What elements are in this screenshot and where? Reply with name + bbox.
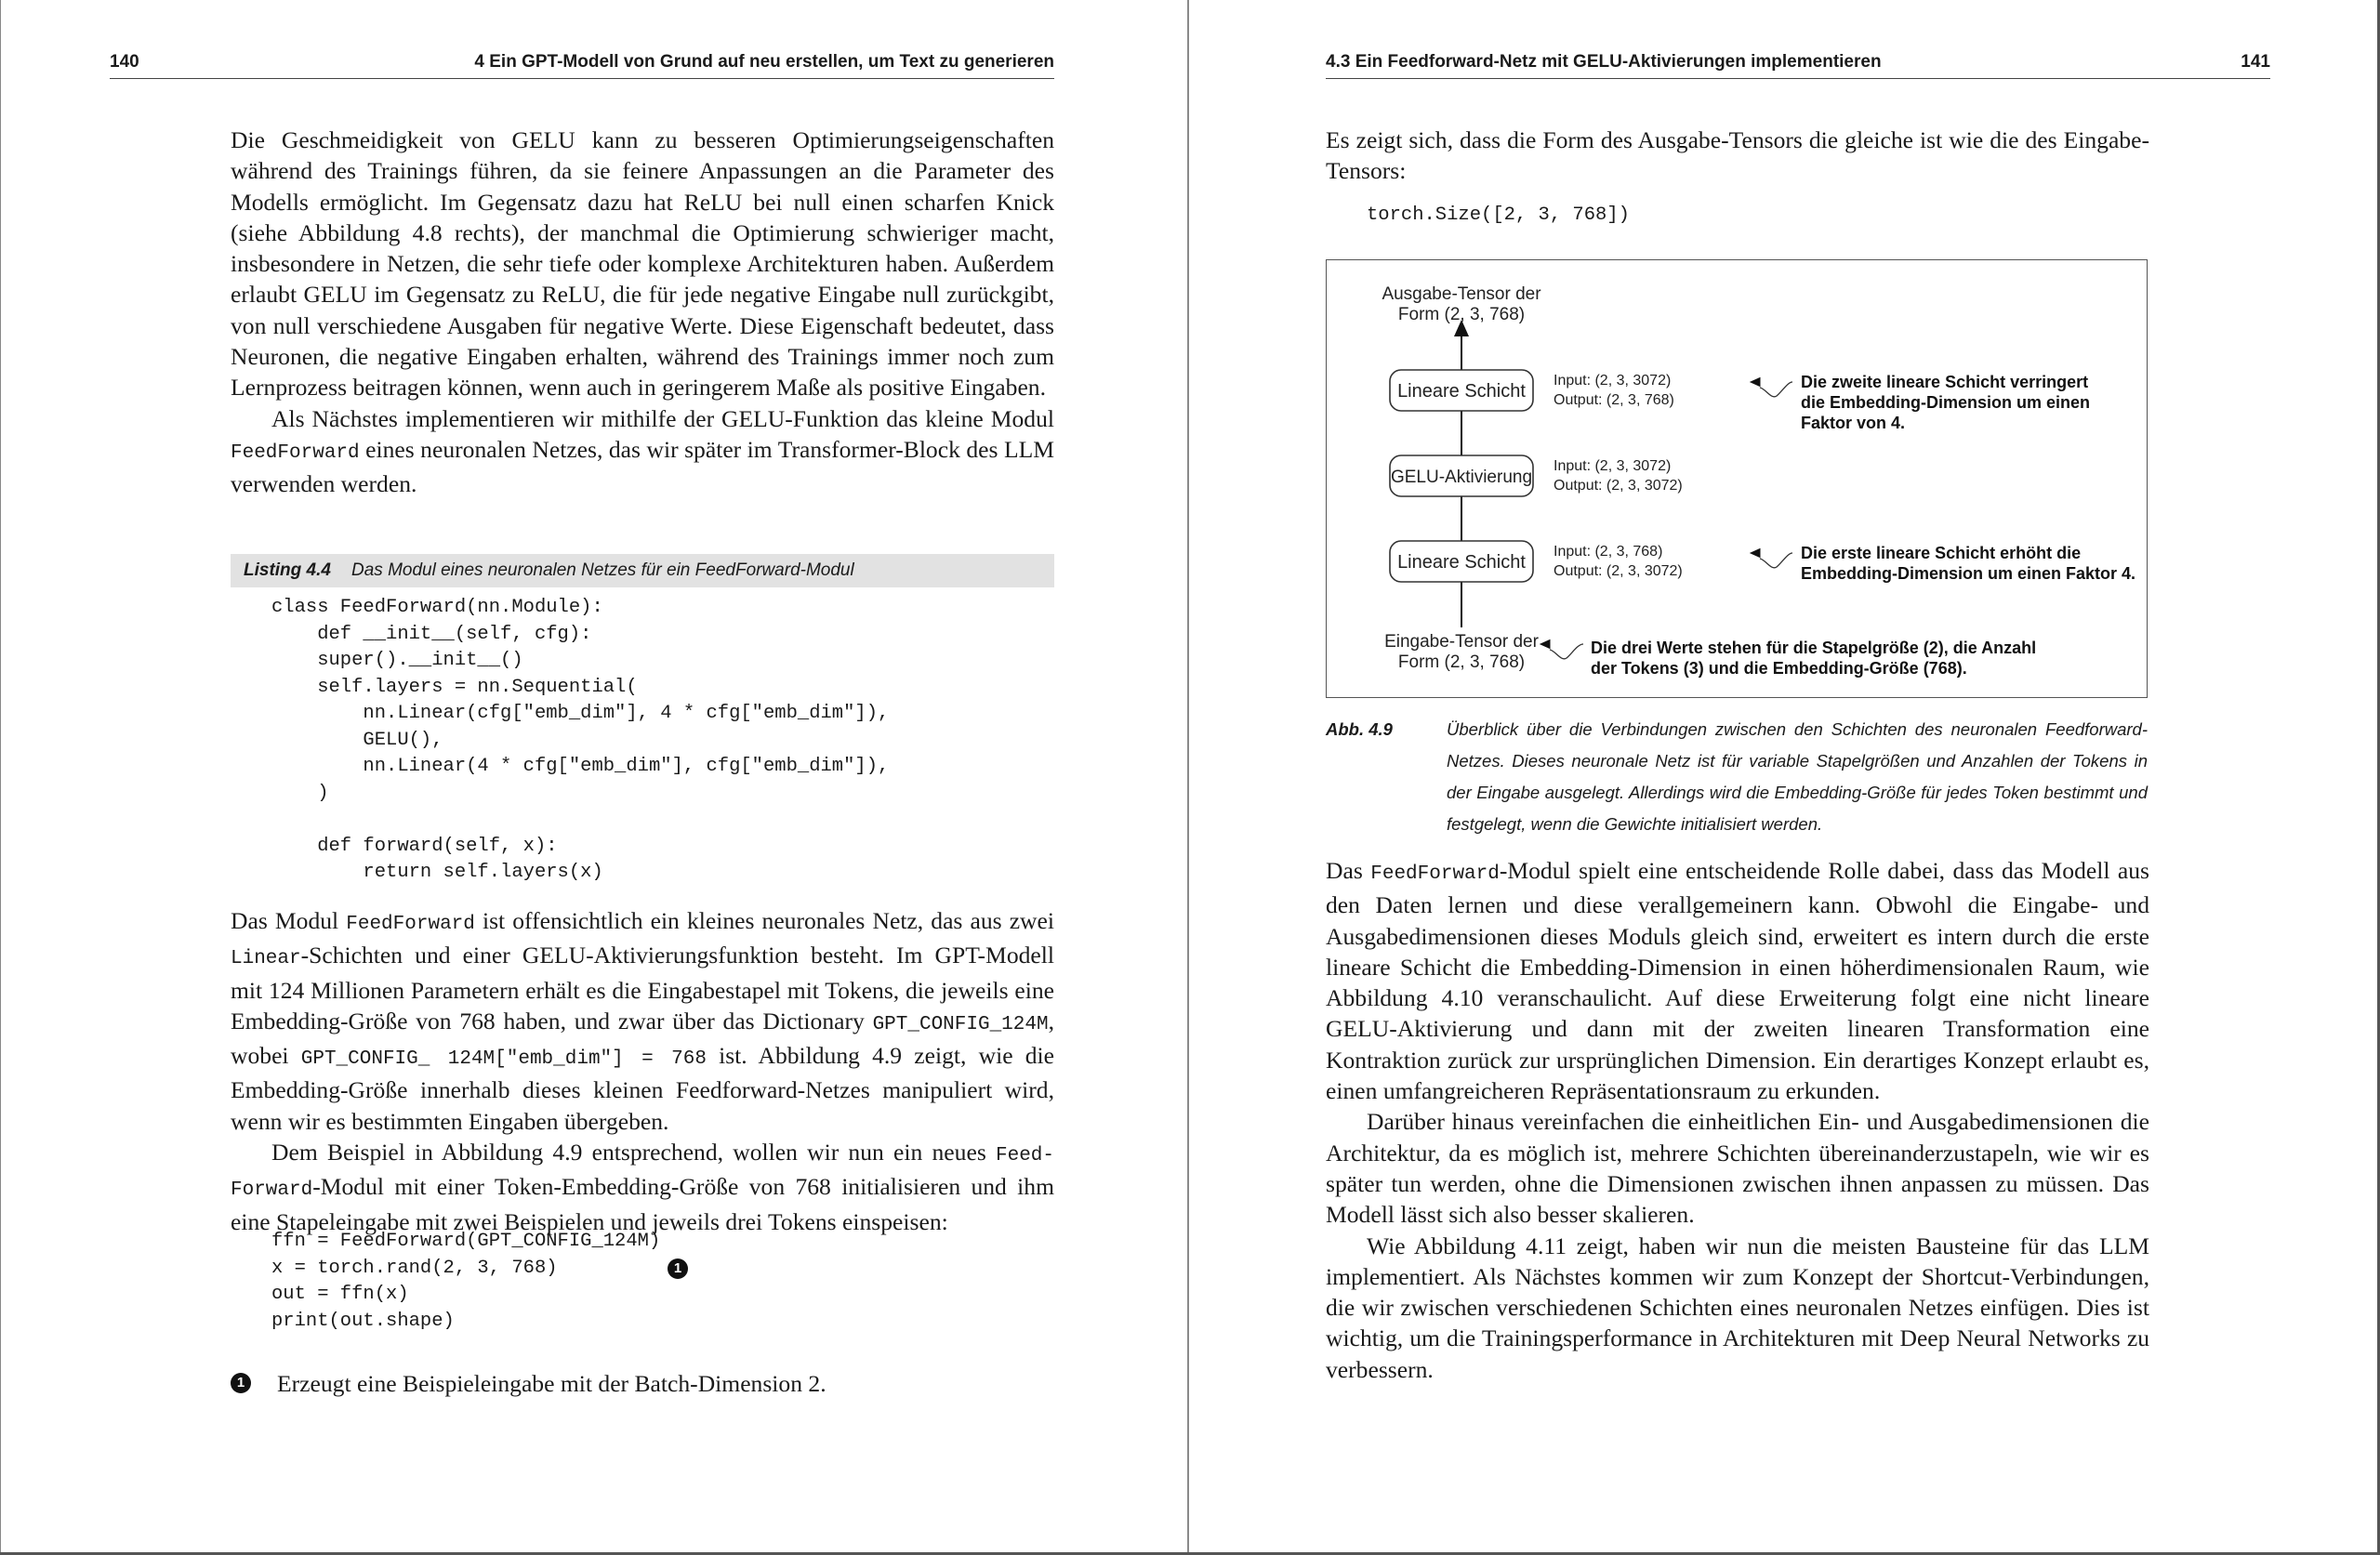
footnote-text: Erzeugt eine Beispieleingabe mit der Batch-Dimension 2. [277, 1370, 826, 1397]
running-head-left [110, 50, 1054, 79]
footnote-marker: 1 [231, 1373, 251, 1393]
page-gutter [1187, 0, 1189, 1555]
text-run: ist. Abbildung 4.9 zeigt, wie die Embedding-Größe innerhalb dieses kleinen Feedforward-Netzes manipuliert wird, wenn wir es bestimmten Eingaben übergeben. [231, 1042, 1054, 1135]
right-body-top [1326, 125, 2149, 187]
page-number-left: 140 [110, 52, 139, 72]
note-top-line: Faktor von 4. [1801, 414, 1906, 432]
left-body-top [231, 125, 1054, 500]
annotation-pointer [1550, 644, 1583, 659]
note-mid-line: Embedding-Dimension um einen Faktor 4. [1801, 564, 2136, 583]
annotation-pointer [1760, 553, 1792, 568]
text-run: Das Modul [231, 907, 347, 934]
figure-caption-text: Überblick über die Verbindungen zwischen den Schichten des neuronalen Feedforward-Netzes. Dieses neuronale Netz ist für variable Stapelgrößen und Anzahlen der Tokens in der Eingabe ausgelegt. Allerdings wird die Embedding-Größe für jedes Token bestimmt und festgelegt, wenn die Gewichte initialisiert werden. [1447, 719, 2148, 834]
text-run: , wobei [231, 1007, 1054, 1070]
output-tensor-label: Ausgabe-Tensor der [1382, 284, 1541, 304]
code-line: out = ffn(x) [271, 1284, 409, 1305]
note-bottom-line: Die drei Werte stehen für die Stapelgröße (2), die Anzahl [1591, 639, 2037, 657]
paragraph: Darüber hinaus vereinfachen die einheitlichen Ein- und Ausgabedimensionen die Architektur, da es möglich ist, mehrere Schichten übereinanderzustapeln, wie wir es später tun werden, ohne die Dimensionen zwischen ihnen anpassen zu müssen. Das Modell lässt sich also besser skalieren. [1326, 1108, 2149, 1229]
inline-code: Feed-Forward [231, 1145, 1054, 1202]
right-body-bottom [1326, 855, 2149, 1385]
running-head-title-right: 4.3 Ein Feedforward-Netz mit GELU-Aktivierungen implementieren [1326, 52, 1882, 72]
page-number-right: 141 [2241, 52, 2270, 72]
output-tensor-shape: Form (2, 3, 768) [1397, 305, 1526, 324]
text-run: -Modul spielt eine entscheidende Rolle dabei, dass das Modell aus den Daten lernen und diese verallgemeinern kann. Obwohl die Eingabe- und Ausgabedimensionen dieses Moduls gleich sind, erweitert es intern durch die erste lineare Schicht die Embedding-Dimension in einen höherdimensionalen Raum, wie Abbildung 4.10 veranschaulicht. Auf diese Erweiterung folgt eine nicht lineare GELU-Aktivierung und dann mit der zweiten linearen Transformation eine Kontraktion zurück zur ursprünglichen Dimension. Ein derartiges Konzept erlaubt es, einen umfangreicheren Repräsentationsraum zu erkunden. [1326, 857, 2150, 1105]
text-run: ist offensichtlich ein kleines neuronales Netz, das aus zwei [474, 907, 1055, 934]
figure-4-9 [1326, 259, 2148, 698]
inline-code: Linear [231, 948, 301, 970]
note-bottom-line: der Tokens (3) und die Embedding-Größe (768). [1591, 659, 1967, 678]
paragraph: Die Geschmeidigkeit von GELU kann zu besseren Optimierungseigenschaften während des Trainings führen, da sie feinere Anpassungen an die Parameter des Modells ermöglicht. Im Gegensatz dazu hat ReLU bei null einen scharfen Knick (siehe Abbildung 4.8 rechts), der manchmal die Optimierung schwieriger macht, insbesondere in Netzen, die sehr tiefe oder komplexe Architekturen haben. Außerdem erlaubt GELU im Gegensatz zu ReLU, die für jede negative Eingabe null zurückgibt, von null verschiedene Ausgaben für negative Werte. Diese Eigenschaft bedeutet, dass Neuronen, die negative Eingaben erhalten, während des Trainings immer noch zum Lernprozess beitragen können, wenn auch in geringerem Maße als positive Eingaben. [231, 126, 1054, 402]
listing-title: Das Modul eines neuronalen Netzes für ein FeedForward-Modul [351, 560, 854, 580]
linear-layer-bottom-label: Lineare Schicht [1397, 552, 1526, 573]
gelu-label: GELU-Aktivierung [1390, 468, 1533, 487]
text-run: Dem Beispiel in Abbildung 4.9 entsprechend, wollen wir nun ein neues [271, 1139, 996, 1166]
callout-marker: 1 [668, 1258, 688, 1279]
paragraph: Wie Abbildung 4.11 zeigt, haben wir nun die meisten Bausteine für das LLM implementiert. Als Nächstes kommen wir zum Konzept der Shortcut-Verbindungen, die wir zwischen verschiedenen Schichten eines neuronalen Netzes einfügen. Dies ist wichtig, um die Trainingsperformance in Architekturen mit Deep Neural Networks zu verbessern. [1326, 1232, 2149, 1383]
text-run: -Modul mit einer Token-Embedding-Größe von 768 initialisieren und ihm eine Stapeleingabe mit zwei Beispielen und jeweils drei Tokens einspeisen: [231, 1173, 1054, 1235]
input-tensor-shape: Form (2, 3, 768) [1397, 652, 1526, 672]
listing-code: class FeedForward(nn.Module): def __init__(self, cfg): super().__init__() self.layers = nn.Sequential( nn.Linear(cfg["emb_dim"], 4 * cfg["emb_dim"]), GELU(), nn.Linear(4 * cfg["emb_dim"], cfg["emb_dim"]), ) def forward(self, x): return self.layers(x) [271, 597, 890, 883]
io-input-mid: Input: (2, 3, 3072) [1554, 458, 1672, 474]
text-run: -Schichten und einer GELU-Aktivierungsfunktion besteht. Im GPT-Modell mit 124 Millionen Parametern erhält es die Eingabestapel mit Tokens, die jeweils eine Embedding-Größe von 768 haben, und zwar über das Dictionary [231, 942, 1054, 1034]
ffn-diagram [1327, 260, 2149, 699]
inline-code: GPT_CONFIG_ 124M["emb_dim"] = 768 [300, 1048, 707, 1071]
code-line: x = torch.rand(2, 3, 768) [271, 1257, 558, 1279]
annotation-pointer [1760, 382, 1792, 397]
io-output-bottom: Output: (2, 3, 3072) [1554, 563, 1683, 579]
inline-code: FeedForward [231, 441, 360, 464]
io-output-mid: Output: (2, 3, 3072) [1554, 478, 1683, 494]
io-input-bottom: Input: (2, 3, 768) [1554, 544, 1663, 560]
io-output-top: Output: (2, 3, 768) [1554, 392, 1674, 408]
paragraph [231, 905, 1054, 1137]
linear-layer-top-label: Lineare Schicht [1397, 381, 1526, 402]
paragraph: Als Nächstes implementieren wir mithilfe der GELU-Funktion das kleine Modul FeedForward eines neuronalen Netzes, das wir später im Transformer-Block des LLM verwenden werden. [231, 404, 1054, 498]
note-top-line: Die zweite lineare Schicht verringert [1801, 373, 2089, 391]
code-line: print(out.shape) [271, 1310, 455, 1332]
listing-header [231, 554, 1054, 587]
code-line: ffn = FeedForward(GPT_CONFIG_124M) [271, 1231, 661, 1252]
paragraph [231, 1137, 1054, 1237]
paragraph [1326, 855, 2149, 1106]
text-run: Das [1326, 857, 1371, 884]
note-top-line: die Embedding-Dimension um einen [1801, 393, 2091, 412]
running-head-right [1326, 50, 2270, 79]
inline-code: FeedForward [1370, 863, 1500, 885]
inline-code: GPT_CONFIG_124M [872, 1013, 1049, 1035]
running-head-title-left: 4 Ein GPT-Modell von Grund auf neu erstellen, um Text zu generieren [474, 52, 1054, 72]
input-tensor-label: Eingabe-Tensor der [1384, 632, 1539, 652]
paragraph: Es zeigt sich, dass die Form des Ausgabe-Tensors die gleiche ist wie die des Eingabe-Tensors: [1326, 126, 2149, 185]
example-code-block [271, 1229, 682, 1335]
io-input-top: Input: (2, 3, 3072) [1554, 373, 1672, 389]
figure-caption-label: Abb. 4.9 [1326, 719, 1393, 739]
note-mid-line: Die erste lineare Schicht erhöht die [1801, 544, 2082, 562]
left-body-middle [231, 905, 1054, 1237]
inline-code: FeedForward [346, 914, 475, 935]
output-code: torch.Size([2, 3, 768]) [1367, 204, 1630, 226]
listing-label: Listing 4.4 [244, 560, 331, 580]
